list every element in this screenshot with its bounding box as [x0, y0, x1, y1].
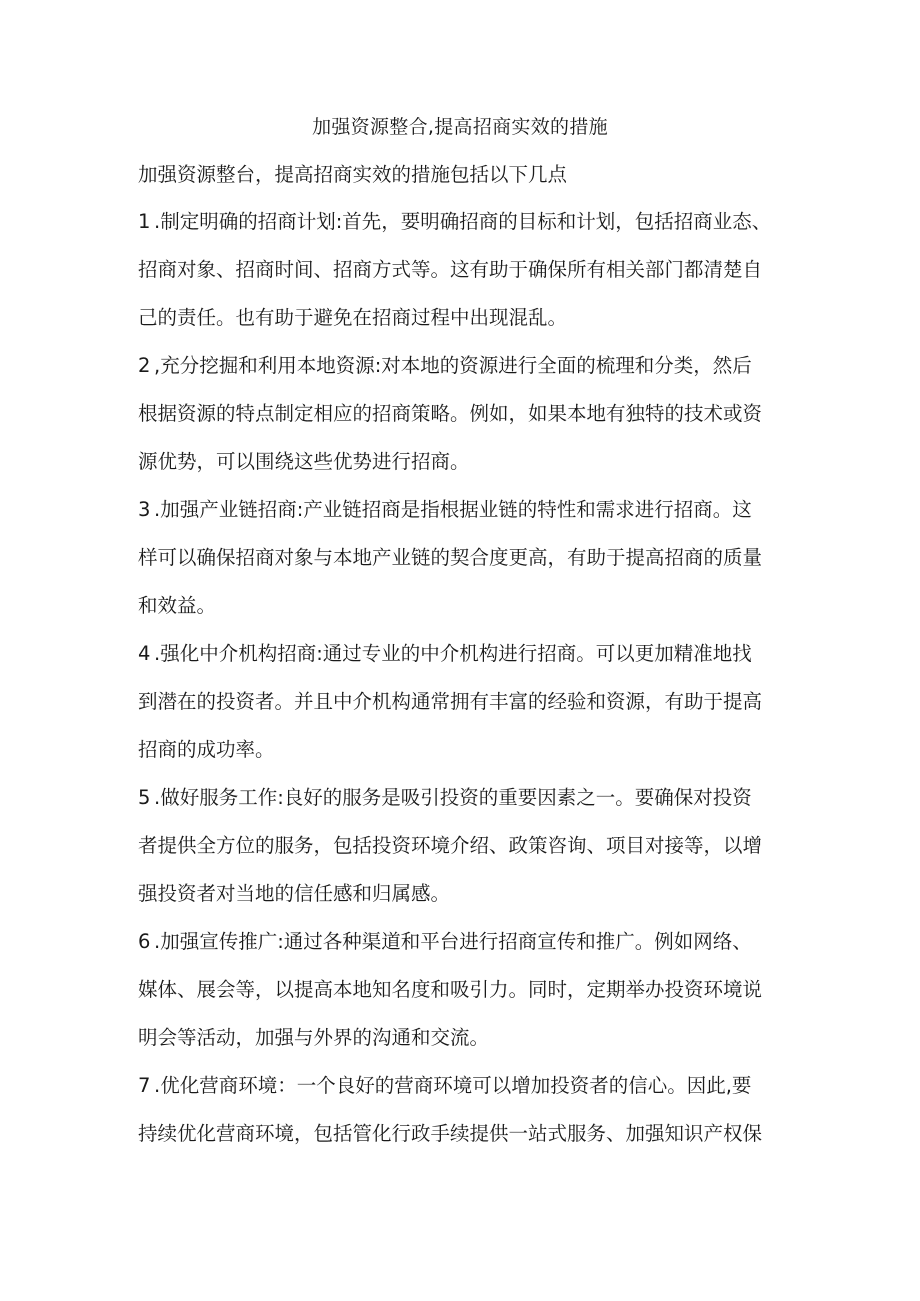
list-item-number: 6 [138, 930, 151, 953]
list-item-line-1: 4 .强化中介机构招商:通过专业的中介机构进行招商。可以更加精准地找 [138, 630, 798, 678]
list-item-number: 5 [138, 786, 151, 809]
list-item [138, 774, 798, 918]
list-item-line-2: 招商对象、招商时间、招商方式等。这有助于确保所有相关部门都清楚自 [138, 258, 763, 281]
list-item [138, 630, 798, 774]
list-item-line-3: 源优势，可以围绕这些优势进行招商。 [138, 450, 470, 473]
list-item-number: 2 [138, 354, 151, 377]
list-item-line-2: 者提供全方位的服务，包括投资环境介绍、政策咨询、项目对接等，以增 [138, 834, 763, 857]
list-item-line-2: 持续优化营商环境，包括管化行政手续提供一站式服务、加强知识产权保 [138, 1122, 763, 1145]
list-item-line-1: 3 .加强产业链招商:产业链招商是指根据业链的特性和需求进行招商。这 [138, 486, 798, 534]
document-title: 加强资源整合,提高招商实效的措施 [312, 116, 608, 138]
list-item-number: 7 [138, 1074, 151, 1097]
list-item-line-3: 强投资者对当地的信任感和归属感。 [138, 882, 451, 905]
list-item-line-1: 7 .优化营商环境：一个良好的营商环境可以增加投资者的信心。因此,要 [138, 1062, 798, 1110]
list-item-line-3: 招商的成功率。 [138, 738, 275, 761]
list-item-line-1: 6 .加强宣传推广:通过各种渠道和平台进行招商宣传和推广。例如网络、 [138, 918, 798, 966]
list-item-line-3: 和效益。 [138, 594, 217, 617]
list-item-line-2: 媒体、展会等，以提高本地知名度和吸引力。同时，定期举办投资环境说 [138, 978, 763, 1001]
list-item [138, 486, 798, 630]
list-item [138, 198, 798, 342]
list-item-line-1: 5 .做好服务工作:良好的服务是吸引投资的重要因素之一。要确保对投资 [138, 774, 798, 822]
list-item-line-3: 己的责任。也有助于避免在招商过程中出现混乱。 [138, 306, 568, 329]
list-item [138, 342, 798, 486]
list-item-line-1: 1 .制定明确的招商计划:首先，要明确招商的目标和计划，包括招商业态、 [138, 198, 798, 246]
list-item-line-1: 2 ,充分挖掘和利用本地资源:对本地的资源进行全面的梳理和分类，然后 [138, 342, 798, 390]
list-item-number: 1 [138, 210, 151, 233]
list-item-line-2: 根据资源的特点制定相应的招商策略。例如，如果本地有独特的技术或资 [138, 402, 763, 425]
list-item-line-3: 明会等活动，加强与外界的沟通和交流。 [138, 1026, 490, 1049]
list-item [138, 1062, 798, 1158]
list-item-line-2: 到潜在的投资者。并且中介机构通常拥有丰富的经验和资源，有助于提高 [138, 690, 763, 713]
list-item-number: 4 [138, 642, 151, 665]
list-item-line-2: 样可以确保招商对象与本地产业链的契合度更高，有助于提高招商的质量 [138, 546, 763, 569]
list-item-number: 3 [138, 498, 151, 521]
list-item [138, 918, 798, 1062]
intro-paragraph: 加强资源整台，提高招商实效的措施包括以下几点 [138, 163, 568, 186]
